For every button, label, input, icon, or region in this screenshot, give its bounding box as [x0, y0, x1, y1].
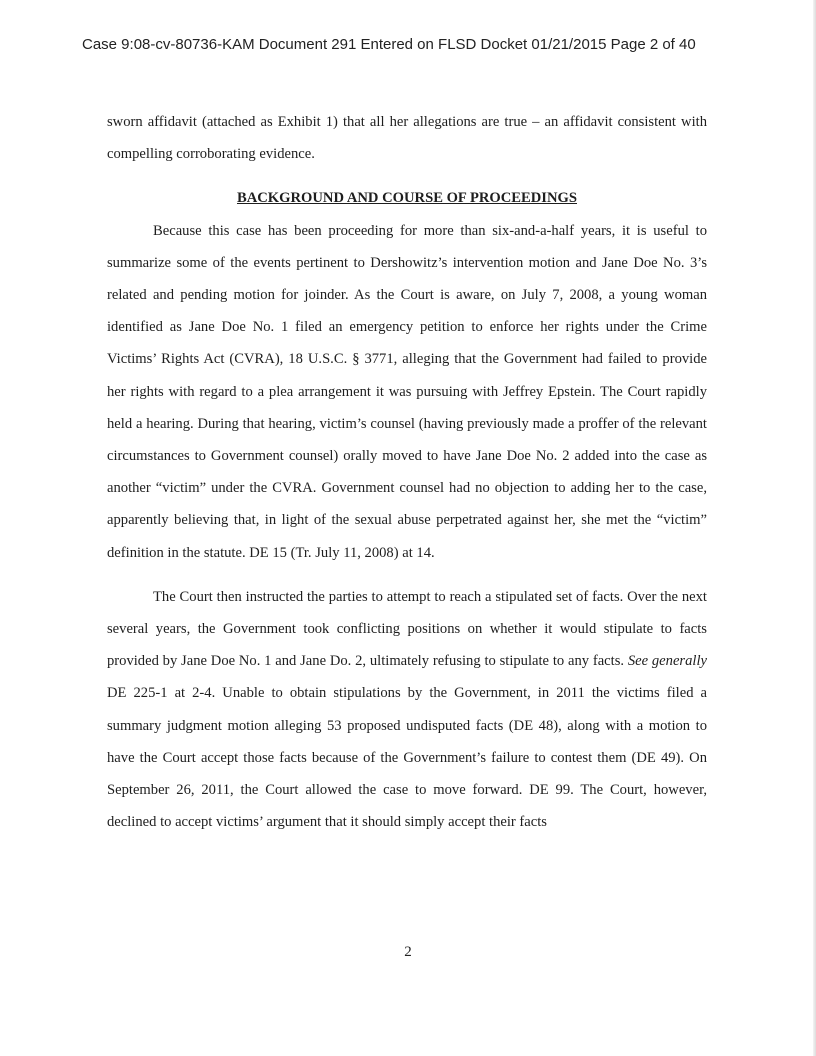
section-heading: BACKGROUND AND COURSE OF PROCEEDINGS: [236, 190, 577, 207]
stipulation-text-start: The Court then instructed the parties to attempt to reach a stipulated set of facts. Over the next several years, the Government took conflicting positions on whether it would stipulate to facts provided by Jane Doe No. 1 and Jane Do. 2, ultimately refusing to stipulate to any facts.: [107, 588, 707, 670]
citation-signal: See generally: [627, 653, 707, 670]
document-body: [107, 106, 707, 838]
intro-paragraph: sworn affidavit (attached as Exhibit 1) that all her allegations are true – an affidavit consistent with compelling corroborating evidence.: [107, 114, 707, 163]
case-header: Case 9:08-cv-80736-KAM Document 291 Entered on FLSD Docket 01/21/2015 Page 2 of 40: [82, 36, 696, 53]
stipulation-text-end: DE 225-1 at 2-4. Unable to obtain stipulations by the Government, in 2011 the victims filed a summary judgment motion alleging 53 proposed undisputed facts (DE 48), along with a motion to have the Court accept those facts because of the Government’s failure to contest them (DE 49). On September 26, 2011, the Court allowed the case to move forward. DE 99. The Court, however, declined to accept victims’ argument that it should simply accept their facts: [107, 685, 707, 831]
page-number: 2: [404, 944, 412, 960]
background-paragraph: Because this case has been proceeding for more than six-and-a-half years, it is useful to summarize some of the events pertinent to Dershowitz’s intervention motion and Jane Doe No. 3’s related and pending motion for joinder. As the Court is aware, on July 7, 2008, a young woman identified as Jane Doe No. 1 filed an emergency petition to enforce her rights under the Crime Victims’ Rights Act (CVRA), 18 U.S.C. § 3771, alleging that the Government had failed to provide her rights with regard to a plea arrangement it was pursuing with Jeffrey Epstein. The Court rapidly held a hearing. During that hearing, victim’s counsel (having previously made a proffer of the relevant circumstances to Government counsel) orally moved to have Jane Doe No. 2 added into the case as another “victim” under the CVRA. Government counsel had no objection to adding her to the case, apparently believing that, in light of the sexual abuse perpetrated against her, she met the “victim” definition in the statute. DE 15 (Tr. July 11, 2008) at 14.: [107, 222, 707, 561]
stipulation-paragraph: [107, 581, 707, 839]
